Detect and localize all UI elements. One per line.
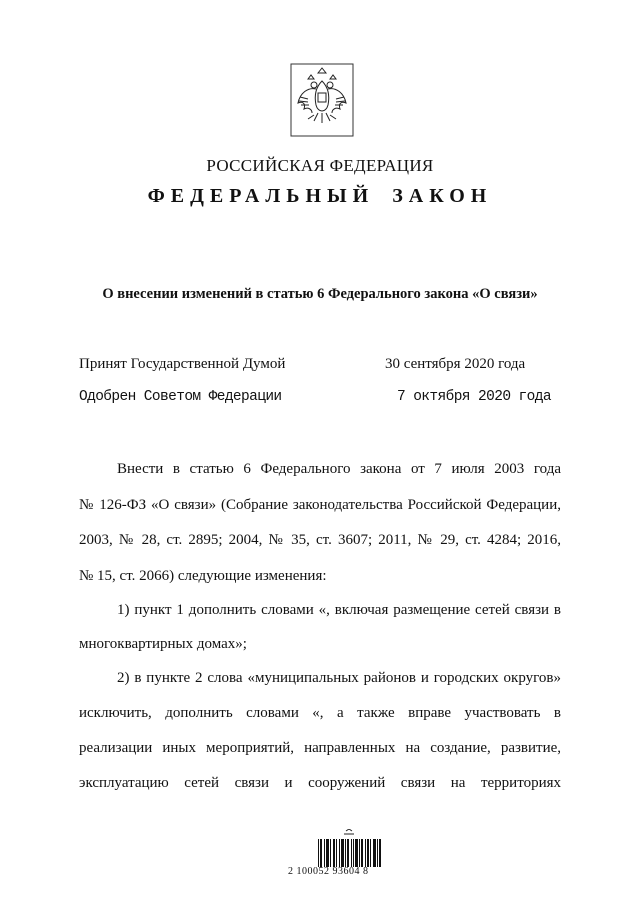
- body-line: Внести в статью 6 Федерального закона от 7 июля 2003 года: [117, 461, 561, 477]
- approved-label: Одобрен Советом Федерации: [79, 389, 282, 405]
- law-title-word-federal: ФЕДЕРАЛЬНЫЙ: [147, 185, 375, 207]
- adopted-label: Принят Государственной Думой: [79, 356, 286, 372]
- document-type-title: [0, 185, 640, 208]
- body-line: № 15, ст. 2066) следующие изменения:: [79, 568, 327, 584]
- body-line: 2003, № 28, ст. 2895; 2004, № 35, ст. 3607; 2011, № 29, ст. 4284; 2016,: [79, 532, 561, 548]
- coat-of-arms-icon: [290, 63, 354, 137]
- barcode-icon: [316, 829, 384, 867]
- body-line: эксплуатацию сетей связи и сооружений связи на территориях: [79, 775, 561, 791]
- law-title-word-law: ЗАКОН: [392, 185, 493, 207]
- country-name: РОССИЙСКАЯ ФЕДЕРАЦИЯ: [206, 156, 434, 175]
- body-line: исключить, дополнить словами «, а также вправе участвовать в: [79, 705, 561, 721]
- adopted-date: 30 сентября 2020 года: [385, 356, 526, 372]
- barcode-number: 2 100052 93604 8: [288, 866, 369, 877]
- law-subject: О внесении изменений в статью 6 Федерального закона «О связи»: [102, 286, 538, 302]
- approved-date: 7 октября 2020 года: [397, 389, 551, 405]
- body-line: реализации иных мероприятий, направленных на создание, развитие,: [79, 740, 561, 756]
- body-line: № 126-ФЗ «О связи» (Собрание законодательства Российской Федерации,: [79, 497, 561, 513]
- body-line: 1) пункт 1 дополнить словами «, включая размещение сетей связи в: [117, 602, 561, 618]
- body-line: 2) в пункте 2 слова «муниципальных районов и городских округов»: [117, 670, 561, 686]
- body-line: многоквартирных домах»;: [79, 636, 247, 652]
